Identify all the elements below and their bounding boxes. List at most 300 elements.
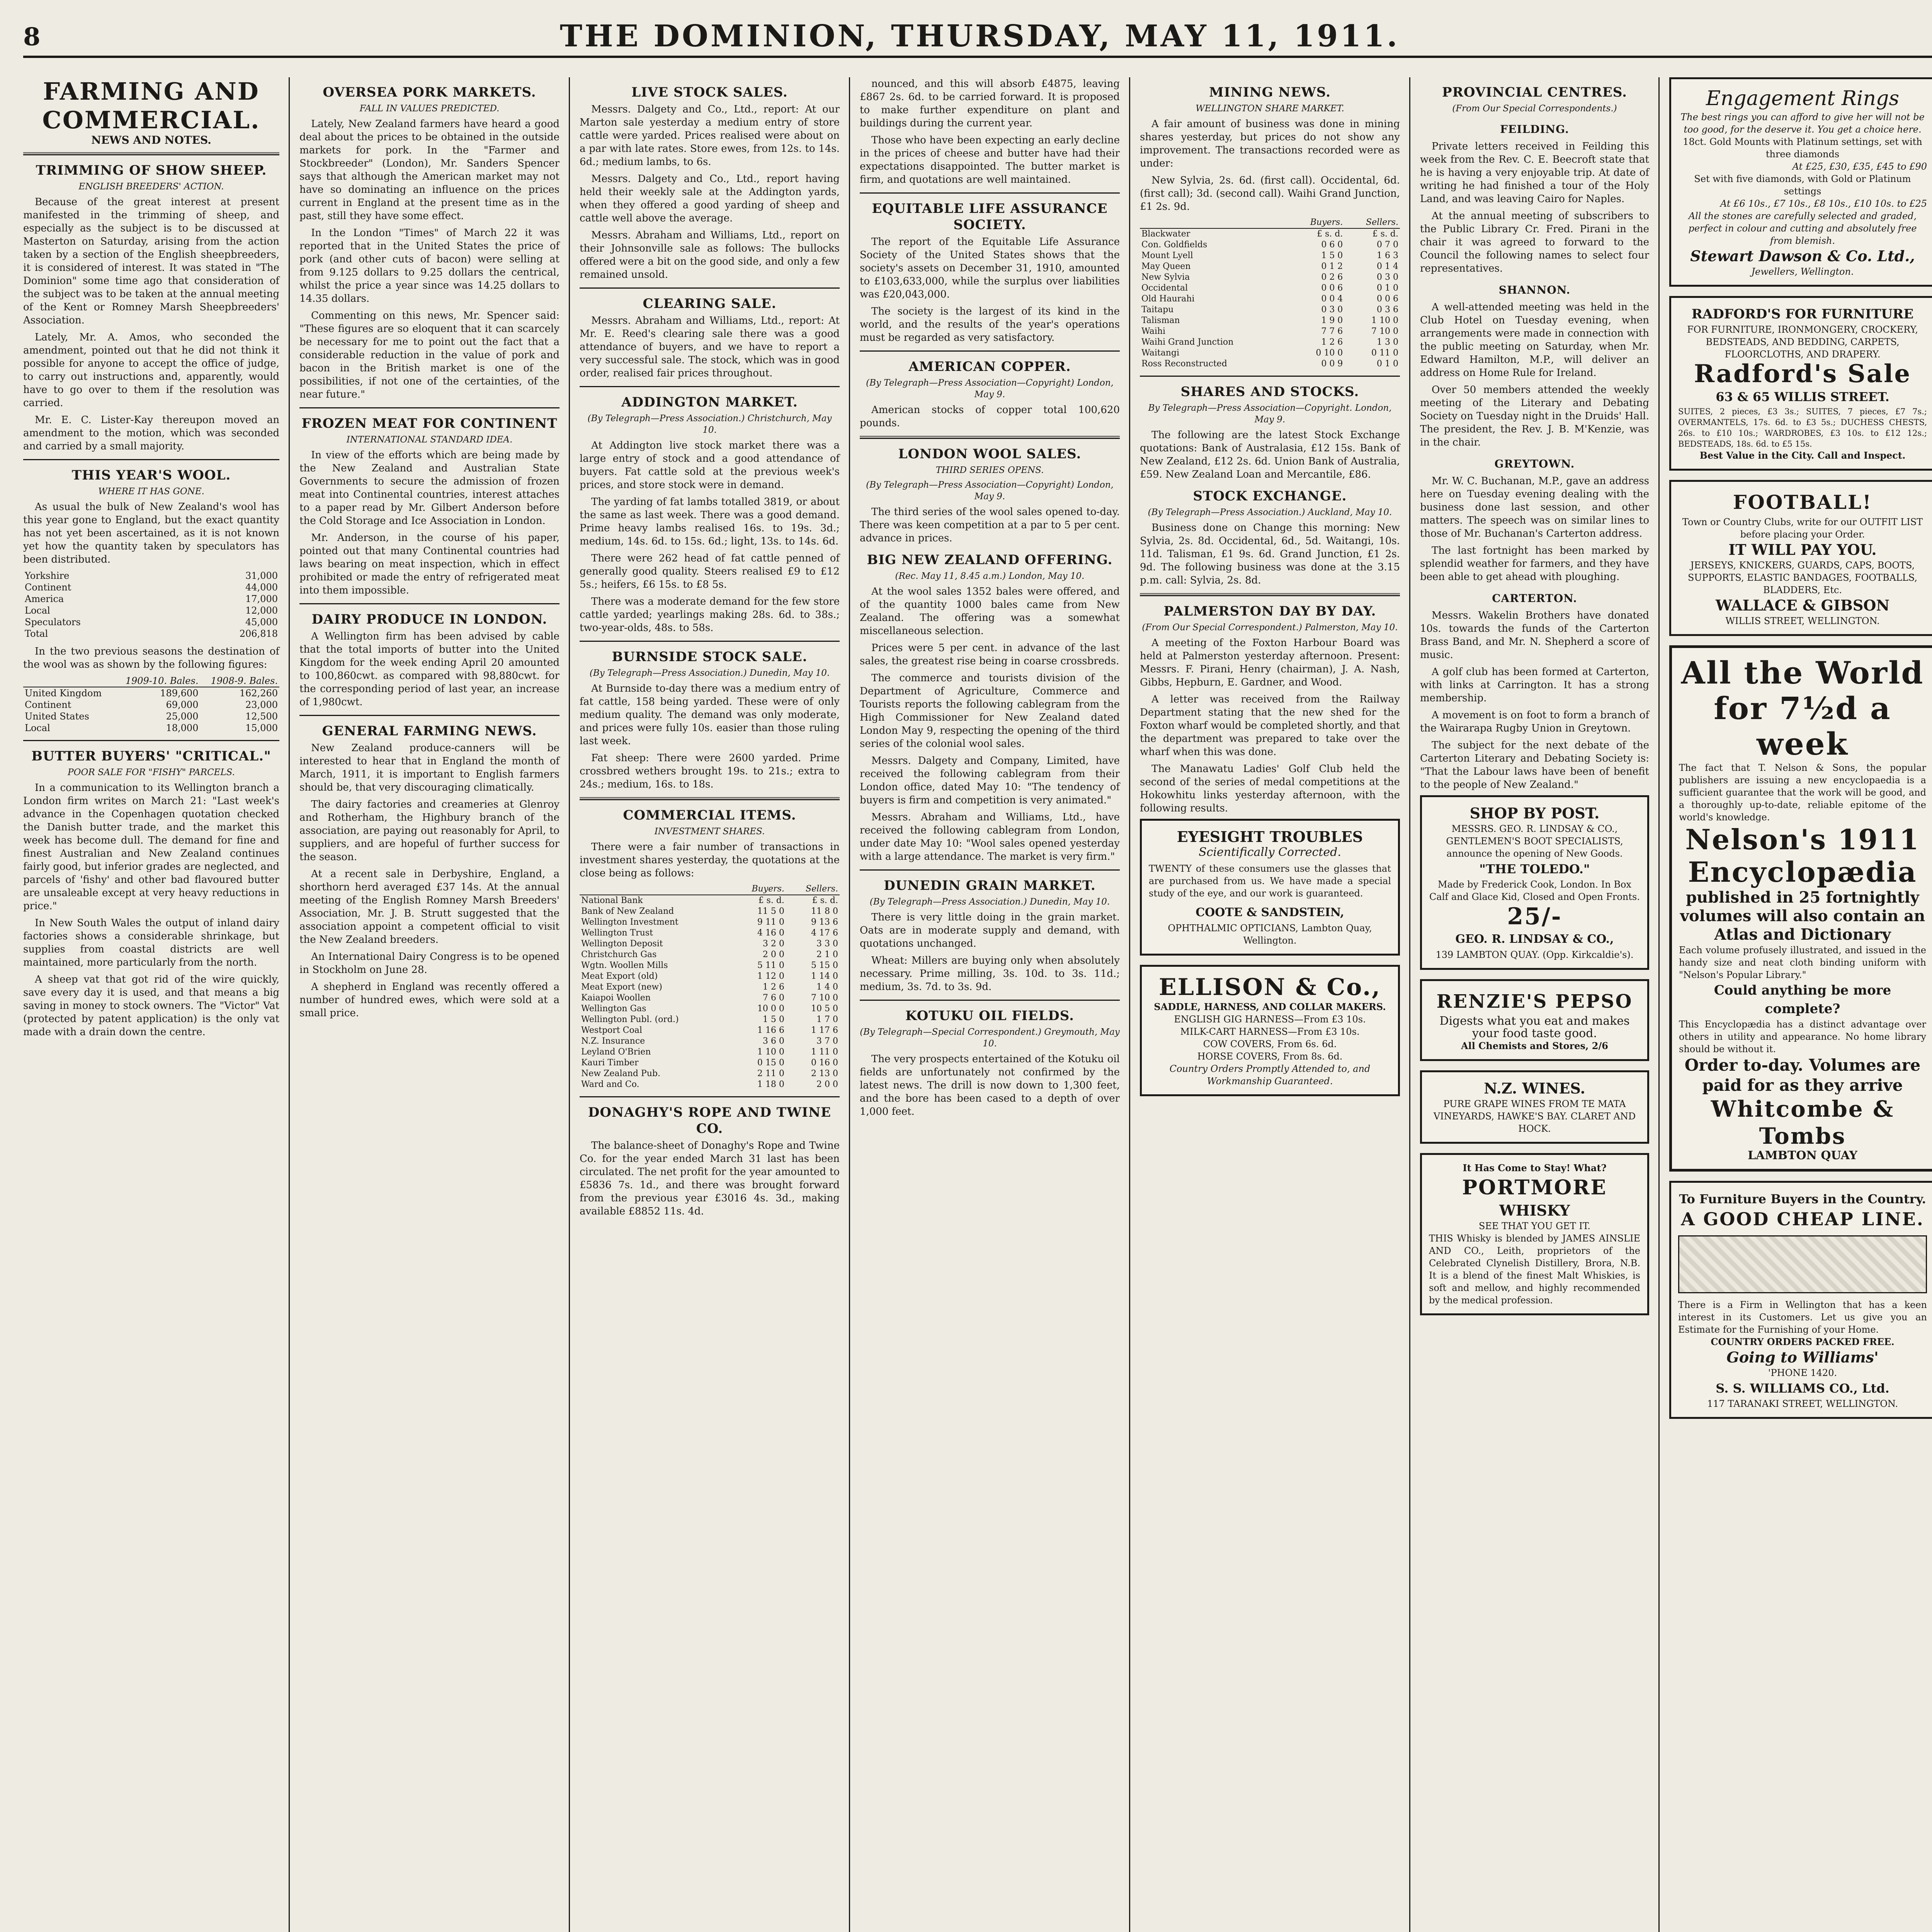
table-header-cell: Sellers. — [786, 884, 840, 895]
table-row — [580, 939, 840, 949]
table-cell: 1 5 0 — [762, 1015, 784, 1024]
article-heading: LONDON WOOL SALES. — [898, 446, 1082, 462]
table-cell: New Zealand Pub. — [581, 1069, 660, 1078]
ad-line: HORSE COVERS, From 8s. 6d. — [1197, 1051, 1343, 1062]
table-header-cell: Buyers. — [1289, 217, 1345, 228]
article-heading: EQUITABLE LIFE ASSURANCE SOCIETY. — [872, 201, 1108, 233]
table-cell: Wellington Deposit — [581, 939, 663, 949]
table-header-row — [1140, 217, 1400, 228]
table-header-cell: 1909-10. Bales. — [114, 675, 200, 687]
article-paragraph: The very prospects entertained of the Kotuku oil fields are unfortunately not confirmed by the latest news. The drill is now down to 1,300 feet, and the bore has been cased to a depth of over 1,000 feet. — [860, 1053, 1120, 1117]
article-heading: DONAGHY'S ROPE AND TWINE CO. — [588, 1105, 832, 1136]
table-row — [1140, 261, 1400, 272]
article-paragraph: A shepherd in England was recently offered a number of hundred ewes, which were sold at a small price. — [299, 981, 560, 1019]
table-cell: 12,500 — [245, 711, 278, 722]
jeweller-advertisement — [1669, 77, 1932, 287]
country-furniture-advertisement — [1669, 1181, 1932, 1419]
table-row — [580, 1047, 840, 1058]
table-cell: Con. Goldfields — [1141, 240, 1208, 250]
table-cell: 31,000 — [245, 570, 278, 581]
ad-address: 139 LAMBTON QUAY. (Opp. Kirkcaldie's). — [1435, 949, 1634, 960]
table-cell: 1 12 0 — [757, 971, 784, 981]
article-heading: GREYTOWN. — [1494, 457, 1575, 470]
table-cell: 69,000 — [166, 699, 199, 710]
table-cell: 0 6 0 — [1321, 240, 1343, 250]
ad-title: FOOTBALL! — [1733, 491, 1872, 514]
masthead — [23, 15, 1932, 58]
ad-note: Best Value in the City. Call and Inspect. — [1699, 450, 1906, 461]
wine-advertisement — [1420, 1070, 1649, 1144]
table-row — [1140, 326, 1400, 337]
article-subheading: (By Telegraph—Press Association.) Christchurch, May 10. — [587, 413, 832, 435]
table-header-cell — [580, 884, 732, 895]
article-paragraph: There was a moderate demand for the few store cattle yarded; yearlings making 28s. 6d. to 38s.; two-year-olds, 48s. to 58s. — [580, 596, 840, 634]
divider — [860, 436, 1120, 439]
table-cell: 1 6 3 — [1377, 251, 1398, 260]
divider — [299, 715, 560, 716]
divider — [1140, 376, 1400, 377]
table-cell: 1 3 0 — [1377, 337, 1398, 347]
article-paragraph: The following are the latest Stock Exchange quotations: Bank of Australasia, £12 15s. Bank of New Zealand, £12 2s. 6d. Union Bank of Australia, £59. New Zealand Loan and Mercantile, £86. — [1140, 429, 1400, 480]
table-cell: Yorkshire — [25, 570, 70, 581]
article-heading: GENERAL FARMING NEWS. — [322, 723, 537, 739]
ad-line: MILK-CART HARNESS—From £3 10s. — [1180, 1026, 1360, 1037]
table-cell: 1 17 6 — [811, 1026, 838, 1035]
table-row — [1140, 283, 1400, 294]
article-paragraph: Over 50 members attended the weekly meeting of the Literary and Debating Society on Tuesday night in the Druids' Hall. The president, the Rev. J. B. M'Kenzie, was in the chair. — [1420, 384, 1649, 448]
table-row — [23, 722, 279, 734]
article-subheading: (From Our Special Correspondent.) Palmerston, May 10. — [1142, 622, 1398, 633]
article-heading: SHARES AND STOCKS. — [1180, 384, 1359, 400]
article-heading: STOCK EXCHANGE. — [1193, 488, 1347, 504]
column-4 — [860, 77, 1130, 1932]
article-paragraph: Messrs. Abraham and Williams, Ltd., report on their Johnsonville sale as follows: The bullocks offered were a bit on the good side, and only a few remained unsold. — [580, 230, 840, 281]
table-row — [580, 982, 840, 993]
article-paragraph: In the two previous seasons the destination of the wool was as shown by the following figures: — [23, 646, 279, 670]
article-heading: COMMERCIAL ITEMS. — [623, 808, 796, 823]
page-number: 8 — [23, 22, 41, 51]
pepso-advertisement — [1420, 979, 1649, 1061]
table-cell: 3 3 0 — [816, 939, 838, 949]
divider — [23, 152, 279, 155]
table-cell: 17,000 — [245, 594, 278, 604]
table-cell: Meat Export (old) — [581, 971, 658, 981]
table-header-cell — [1140, 217, 1289, 228]
ad-note: All Chemists and Stores, 2/6 — [1461, 1040, 1608, 1051]
table-cell: 11 5 0 — [757, 906, 784, 916]
table-row — [1140, 228, 1400, 240]
ad-item: "THE TOLEDO." — [1479, 862, 1590, 876]
article-paragraph: At a recent sale in Derbyshire, England, a shorthorn herd averaged £37 14s. At the annual meeting of the English Romney Marsh Breeders' Association, Mr. J. B. Strutt suggested that the association appoint a competent official to visit the New Zealand breeders. — [299, 868, 560, 946]
table-cell: 25,000 — [166, 711, 199, 722]
ad-body: TWENTY of these consumers use the glasses that are purchased from us. We have made a special study of the eye, and our work is guaranteed. — [1149, 863, 1391, 899]
article-paragraph: There were 262 head of fat cattle penned of generally good quality. Steers realised £9 to £12 5s.; heifers, £6 15s. to £8 5s. — [580, 553, 840, 590]
encyclopaedia-advertisement — [1669, 645, 1932, 1172]
divider — [580, 797, 840, 800]
ad-line: At £25, £30, £35, £45 to £90 — [1792, 161, 1927, 172]
article-paragraph: A movement is on foot to form a branch of the Wairarapa Rugby Union in Greytown. — [1420, 709, 1649, 734]
table-header-cell: 1908-9. Bales. — [200, 675, 279, 687]
ad-title: SHOP BY POST. — [1469, 804, 1600, 822]
table-cell: Wellington Investment — [581, 917, 679, 927]
table-row — [580, 1058, 840, 1068]
table-cell: 2 11 0 — [757, 1069, 784, 1078]
ad-subtitle: The best rings you can afford to give her will not be too good, for the deserve it. You get a choice here. — [1680, 112, 1925, 135]
table-cell: 7 7 6 — [1321, 327, 1343, 336]
ad-body: PURE GRAPE WINES FROM TE MATA VINEYARDS, HAWKE'S BAY. CLARET AND HOCK. — [1433, 1099, 1636, 1134]
table-cell: 45,000 — [245, 617, 278, 628]
article-paragraph: A meeting of the Foxton Harbour Board was held at Palmerston yesterday afternoon. Present: Messrs. F. Pirani, Henry (chairman), J. A. Nash, Gibbs, Hepburn, E. Gardner, and Wood. — [1140, 637, 1400, 688]
table-cell: America — [25, 594, 64, 604]
table-cell: Wellington Trust — [581, 928, 653, 938]
table-cell: 44,000 — [245, 582, 278, 593]
table-cell: United Kingdom — [25, 688, 102, 699]
article-heading: PROVINCIAL CENTRES. — [1442, 85, 1627, 100]
article-paragraph: Prices were 5 per cent. in advance of the last sales, the greatest rise being in coarse crossbreds. — [860, 642, 1120, 667]
article-paragraph: Messrs. Abraham and Williams, Ltd., have received the following cablegram from London, under date May 10: "Wool sales opened yesterday with a large attendance. The market is very firm." — [860, 811, 1120, 862]
article-subheading: (By Telegraph—Press Association—Copyright) London, May 9. — [866, 480, 1114, 502]
table-cell: 2 0 0 — [762, 950, 784, 959]
table-cell: 0 1 4 — [1377, 262, 1398, 271]
table-cell: Talisman — [1141, 316, 1180, 325]
article-paragraph: At Addington live stock market there was a large entry of stock and a good attendance of buyers. Fat cattle sold at the previous week's prices, and store stock were in demand. — [580, 440, 840, 491]
table-cell: Wgtn. Woollen Mills — [581, 961, 668, 970]
table-row — [580, 1036, 840, 1047]
table-row — [580, 1003, 840, 1014]
article-paragraph: Fat sheep: There were 2600 yarded. Prime crossbred wethers brought 19s. to 21s.; extra to 24s.; medium, 16s. to 18s. — [580, 752, 840, 790]
table-row — [580, 1068, 840, 1079]
ad-title: EYESIGHT TROUBLES — [1177, 828, 1363, 845]
investment-shares-table — [580, 884, 840, 1090]
ad-address: 117 TARANAKI STREET, WELLINGTON. — [1707, 1398, 1898, 1409]
ad-product: Nelson's 1911 Encyclopædia — [1685, 823, 1920, 888]
table-cell: Continent — [25, 582, 71, 593]
ad-cta: Order to-day. Volumes are paid for as they arrive — [1684, 1056, 1921, 1095]
article-subheading: INTERNATIONAL STANDARD IDEA. — [346, 435, 513, 445]
ad-kind: WHISKY — [1499, 1202, 1570, 1219]
article-paragraph: New Zealand produce-canners will be interested to hear that in England the month of March, 1911, it is important to English farmers should be, that very discouraging climatically. — [299, 742, 560, 793]
ad-body: Each volume profusely illustrated, and issued in the handy size and neat cloth binding uniform with "Nelson's Popular Library." — [1679, 945, 1926, 980]
table-row — [580, 917, 840, 928]
table-cell: 1 5 0 — [1321, 251, 1343, 260]
article-heading: PALMERSTON DAY BY DAY. — [1163, 604, 1376, 619]
column-6 — [1420, 77, 1660, 1932]
table-cell: 7 6 0 — [762, 993, 784, 1003]
ad-firm: Whitcombe & Tombs — [1711, 1096, 1895, 1149]
divider — [299, 407, 560, 408]
article-paragraph: Wheat: Millers are buying only when absolutely necessary. Prime milling, 3s. 10d. to 3s. 11d.; medium, 3s. 7d. to 3s. 9d. — [860, 955, 1120, 993]
table-cell: 0 1 0 — [1377, 359, 1398, 369]
article-heading: OVERSEA PORK MARKETS. — [323, 85, 536, 100]
ad-line: 18ct. Gold Mounts with Platinum settings, set with three diamonds — [1683, 136, 1922, 160]
article-subheading: By Telegraph—Press Association—Copyright. London, May 9. — [1148, 403, 1392, 425]
ad-body: MESSRS. GEO. R. LINDSAY & CO., GENTLEMEN'S BOOT SPECIALISTS, announce the opening of New Goods. — [1446, 823, 1623, 859]
article-subheading: (By Telegraph—Special Correspondent.) Greymouth, May 10. — [860, 1027, 1120, 1049]
table-cell: 1 2 6 — [1321, 337, 1343, 347]
table-cell: 0 3 6 — [1377, 305, 1398, 315]
table-cell: 0 3 0 — [1321, 305, 1343, 315]
table-cell: Waihi Grand Junction — [1141, 337, 1234, 347]
table-cell: 2 13 0 — [811, 1069, 838, 1078]
ad-line: COW COVERS, From 6s. 6d. — [1203, 1039, 1337, 1049]
wool-destination-table — [23, 570, 279, 639]
article-paragraph: The balance-sheet of Donaghy's Rope and Twine Co. for the year ended March 31 last has been circulated. The net profit for the year amounted to £5836 7s. 1d., and there was brought forward from the previous year £3016 4s. 3d., making available £8852 11s. 4d. — [580, 1140, 840, 1217]
table-row — [23, 605, 279, 616]
article-subheading: INVESTMENT SHARES. — [654, 827, 765, 837]
ad-title: Engagement Rings — [1706, 87, 1900, 110]
table-cell: 0 10 0 — [1316, 348, 1343, 358]
divider — [860, 192, 1120, 194]
divider — [580, 386, 840, 387]
ad-name: Radford's Sale — [1694, 359, 1912, 388]
article-paragraph: There is very little doing in the grain market. Oats are in moderate supply and demand, with quotations unchanged. — [860, 912, 1120, 949]
article-paragraph: A sheep vat that got rid of the wire quickly, save every day it is used, and that means a big saving in money to stock owners. The "Victor" Vat (protected by patent application) is the only vat made with a drain down the centre. — [23, 974, 279, 1038]
article-paragraph: Messrs. Dalgety and Co., Ltd., report having held their weekly sale at the Addington yards, when they offered a good yarding of sheep and cattle well above the average. — [580, 173, 840, 224]
ad-phone: 'PHONE 1420. — [1768, 1367, 1837, 1378]
ad-subtitle: FOR FURNITURE, IRONMONGERY, CROCKERY, BEDSTEADS, AND BEDDING, CARPETS, FLOORCLOTHS, AND DRAPERY. — [1687, 324, 1918, 360]
table-cell: 0 2 6 — [1321, 272, 1343, 282]
column-7 — [1669, 77, 1932, 1932]
table-row — [580, 949, 840, 960]
ad-address: OPHTHALMIC OPTICIANS, Lambton Quay, Wellington. — [1168, 923, 1372, 946]
article-heading: DUNEDIN GRAIN MARKET. — [884, 878, 1096, 893]
article-subheading: WHERE IT HAS GONE. — [98, 486, 204, 497]
table-cell: Mount Lyell — [1141, 251, 1193, 260]
table-row — [1140, 240, 1400, 250]
ad-line: ENGLISH GIG HARNESS—From £3 10s. — [1174, 1014, 1366, 1025]
article-subheading: (By Telegraph—Press Association.) Auckland, May 10. — [1148, 507, 1392, 517]
boot-shop-advertisement — [1420, 795, 1649, 970]
table-cell: 0 0 9 — [1321, 359, 1343, 369]
article-heading: FROZEN MEAT FOR CONTINENT — [301, 416, 558, 431]
ad-body: Digests what you eat and makes your food taste good. — [1439, 1014, 1630, 1040]
article-paragraph: As usual the bulk of New Zealand's wool has this year gone to England, but the exact quantity has not yet been ascertained, as it is not known yet how the quantity taken by speculators has been distributed. — [23, 501, 279, 565]
table-cell: Kaiapoi Woollen — [581, 993, 651, 1003]
table-cell: 10 0 0 — [757, 1004, 784, 1014]
table-cell: 0 0 6 — [1377, 294, 1398, 304]
table-cell: 0 0 4 — [1321, 294, 1343, 304]
table-cell: Wellington Gas — [581, 1004, 646, 1014]
table-row — [1140, 337, 1400, 348]
ad-cta: Going to Williams' — [1726, 1349, 1879, 1366]
ad-title: RADFORD'S FOR FURNITURE — [1691, 306, 1914, 322]
table-cell: 1 10 0 — [1371, 316, 1398, 325]
table-cell: 12,000 — [245, 605, 278, 616]
table-row — [580, 906, 840, 917]
table-cell: 3 2 0 — [762, 939, 784, 949]
article-paragraph: The commerce and tourists division of the Department of Agriculture, Commerce and Tourists reports the following cablegram from the High Commissioner for New Zealand dated London May 9, respecting the opening of the third series of the colonial wool sales. — [860, 672, 1120, 750]
table-cell: 9 13 6 — [811, 917, 838, 927]
section-title: FARMING AND COMMERCIAL. — [42, 77, 260, 134]
ad-title: All the World for 7½d a week — [1681, 655, 1924, 762]
table-cell: 0 15 0 — [757, 1058, 784, 1068]
ad-price: 25/- — [1507, 903, 1562, 930]
table-row — [580, 960, 840, 971]
article-heading: THIS YEAR'S WOOL. — [71, 468, 231, 483]
article-heading: TRIMMING OF SHOW SHEEP. — [36, 163, 267, 178]
table-cell: Wellington Publ. (ord.) — [581, 1015, 679, 1024]
table-cell: Ross Reconstructed — [1141, 359, 1227, 369]
article-paragraph: The dairy factories and creameries at Glenroy and Rotherham, the Highbury branch of the association, are paying out reasonably for April, to suppliers, and are hopeful of further success for the season. — [299, 799, 560, 863]
article-subheading: (From Our Special Correspondents.) — [1452, 104, 1617, 114]
table-row — [580, 1025, 840, 1036]
table-cell: £ s. d. — [1316, 229, 1343, 239]
column-1 — [23, 77, 290, 1932]
article-paragraph: Mr. W. C. Buchanan, M.P., gave an address here on Tuesday evening dealing with the business done last session, and other matters. The speech was on similar lines to those of Mr. Buchanan's Carterton address. — [1420, 475, 1649, 539]
divider — [23, 459, 279, 460]
ad-title: ELLISON & Co., — [1158, 974, 1381, 1001]
article-heading: BIG NEW ZEALAND OFFERING. — [867, 552, 1113, 568]
ad-note: Country Orders Promptly Attended to, and Workmanship Guaranteed. — [1169, 1063, 1371, 1087]
table-cell: Taitapu — [1141, 305, 1174, 315]
table-cell: Meat Export (new) — [581, 982, 662, 992]
table-cell: 3 6 0 — [762, 1036, 784, 1046]
table-cell: 206,818 — [239, 628, 278, 639]
newspaper-title: THE DOMINION, THURSDAY, MAY 11, 1911. — [560, 19, 1400, 54]
article-paragraph: At Burnside to-day there was a medium entry of fat cattle, 158 being yarded. These were of only medium quality. The demand was only moderate, and prices were fully 10s. easier than those ruling last week. — [580, 683, 840, 747]
divider — [1140, 593, 1400, 596]
ad-title: It Has Come to Stay! What? — [1463, 1162, 1607, 1173]
ad-body: This Encyclopædia has a distinct advantage over others in utility and appearance. No home library should be without it. — [1679, 1019, 1926, 1054]
ad-body: SADDLE, HARNESS, AND COLLAR MAKERS. — [1154, 1001, 1386, 1012]
table-row — [23, 593, 279, 605]
mining-shares-table — [1140, 217, 1400, 369]
table-cell: 3 7 0 — [816, 1036, 838, 1046]
ad-firm: GEO. R. LINDSAY & CO., — [1455, 932, 1614, 946]
table-cell: £ s. d. — [1372, 229, 1398, 239]
ad-body: The fact that T. Nelson & Sons, the popular publishers are issuing a new encyclopaedia is a sufficient guarantee that the work will be good, and a thoroughly up-to-date, reliable epitome of the world's knowledge. — [1679, 762, 1926, 823]
table-header-cell: Buyers. — [732, 884, 786, 895]
table-row — [1140, 272, 1400, 283]
table-cell: Westport Coal — [581, 1026, 642, 1035]
ad-body: SUITES, 2 pieces, £3 3s.; SUITES, 7 pieces, £7 7s.; OVERMANTELS, 17s. 6d. to £3 5s.; DUCHESS CHESTS, 26s. to £10 10s.; WARDROBES, £3 10s. to £12 12s.; BEDSTEADS, 18s. 6d. to £5 15s. — [1678, 407, 1927, 449]
table-row — [1140, 315, 1400, 326]
table-cell: 1 9 0 — [1321, 316, 1343, 325]
table-cell: 10 5 0 — [811, 1004, 838, 1014]
table-cell: Leyland O'Brien — [581, 1047, 651, 1057]
table-row — [580, 928, 840, 939]
article-paragraph: In a communication to its Wellington branch a London firm writes on March 21: "Last week's advance in the Copenhagen quotation checked the Danish butter trade, and the market this week has become dull. The demand for fine and finest Australian and New Zealand continues fairly good, but inferior grades are neglected, and parcels of 'fishy' and other bad flavoured butter are unsaleable except at very heavy reductions in price." — [23, 782, 279, 912]
table-cell: Old Haurahi — [1141, 294, 1195, 304]
article-paragraph: The report of the Equitable Life Assurance Society of the United States shows that the society's assets on December 31, 1910, amounted to £103,633,000, while the surplus over liabilities was £20,043,000. — [860, 236, 1120, 300]
table-cell: £ s. d. — [758, 896, 784, 905]
table-row — [1140, 294, 1400, 304]
article-paragraph: A letter was received from the Railway Department stating that the new shed for the Foxton wharf would be completed shortly, and that the department was prepared to take over the wharf when this was done. — [1140, 694, 1400, 758]
table-cell: Total — [25, 628, 48, 639]
table-cell: 1 2 6 — [762, 982, 784, 992]
article-paragraph: Commenting on this news, Mr. Spencer said: "These figures are so eloquent that it can scarcely be necessary for me to point out the fact that a considerable reduction in the value of pork and bacon in the British market is one of the possibilities, if not one of the certainties, of the near future." — [299, 310, 560, 400]
ad-brand: PORTMORE — [1462, 1176, 1607, 1199]
table-cell: 1 11 0 — [811, 1047, 838, 1057]
table-cell: 1 14 0 — [811, 971, 838, 981]
article-subheading: FALL IN VALUES PREDICTED. — [359, 104, 500, 114]
divider — [580, 287, 840, 289]
table-cell: 0 7 0 — [1377, 240, 1398, 250]
article-paragraph: A Wellington firm has been advised by cable that the total imports of butter into the United Kingdom for the week ending April 20 amounted to 100,860cwt. as compared with 98,880cwt. for the corresponding period of last year, an increase of 1,980cwt. — [299, 631, 560, 708]
article-paragraph: A fair amount of business was done in mining shares yesterday, but prices do not show any improvement. The transactions recorded were as under: — [1140, 118, 1400, 169]
table-row — [23, 711, 279, 722]
table-cell: 11 8 0 — [811, 906, 838, 916]
table-cell: 4 17 6 — [811, 928, 838, 938]
divider — [580, 1096, 840, 1097]
article-paragraph: A well-attended meeting was held in the Club Hotel on Tuesday evening, when arrangements were made in connection with the public meeting on Saturday, when Mr. Edward Hamilton, M.P., will deliver an address on Home Rule for Ireland. — [1420, 301, 1649, 379]
table-cell: Blackwater — [1141, 229, 1190, 239]
column-2 — [299, 77, 570, 1932]
table-cell: 1 7 0 — [816, 1015, 838, 1024]
table-cell: 0 1 2 — [1321, 262, 1343, 271]
column-5 — [1140, 77, 1410, 1932]
article-paragraph: In view of the efforts which are being made by the New Zealand and Australian State Governments to secure the admission of frozen meat into Continental countries, interest attaches to a paper read by Mr. Gilbert Anderson before the Cold Storage and Ice Association in London. — [299, 449, 560, 527]
table-row — [1140, 359, 1400, 369]
sideboard-illustration — [1678, 1235, 1927, 1293]
table-row — [23, 570, 279, 582]
article-heading: LIVE STOCK SALES. — [631, 85, 788, 100]
ad-headline: IT WILL PAY YOU. — [1728, 541, 1877, 558]
article-subheading: (By Telegraph—Press Association—Copyright) London, May 9. — [866, 378, 1114, 400]
table-cell: Bank of New Zealand — [581, 906, 674, 916]
article-heading: DAIRY PRODUCE IN LONDON. — [311, 612, 548, 627]
article-paragraph: Lately, New Zealand farmers have heard a good deal about the prices to be obtained in the outside markets for pork. In the "Farmer and Stockbreeder" (London), Mr. Sanders Spencer says that although the American market may not have so dominating an influence on the prices current in England at the present time as in the past, still they have some effect. — [299, 118, 560, 222]
table-cell: 1 16 6 — [757, 1026, 784, 1035]
article-paragraph: The last fortnight has been marked by splendid weather for farmers, and they have been able to get ahead with ploughing. — [1420, 545, 1649, 583]
table-cell: 18,000 — [166, 723, 199, 733]
table-row — [580, 1079, 840, 1090]
ad-body: THIS Whisky is blended by JAMES AINSLIE AND CO., Leith, proprietors of the Celebrated Clynelish Distillery, Brora, N.B. It is a blend of the finest Malt Whiskies, is soft and mellow, and highly recommended by the medical profession. — [1429, 1233, 1640, 1306]
ad-line: Set with five diamonds, with Gold or Platinum settings — [1694, 173, 1911, 197]
table-row — [1140, 250, 1400, 261]
table-cell: New Sylvia — [1141, 272, 1190, 282]
table-row — [23, 628, 279, 639]
table-cell: 7 10 0 — [811, 993, 838, 1003]
ad-address: Jewellers, Wellington. — [1751, 266, 1854, 277]
table-cell: United States — [25, 711, 89, 722]
article-paragraph: New Sylvia, 2s. 6d. (first call). Occidental, 6d. (first call); 3d. (second call). Waihi Grand Junction, £1 2s. 9d. — [1140, 175, 1400, 213]
table-cell: 15,000 — [245, 723, 278, 733]
article-paragraph: The third series of the wool sales opened to-day. There was keen competition at a par to 5 per cent. advance in prices. — [860, 506, 1120, 544]
ad-title: N.Z. WINES. — [1484, 1080, 1585, 1097]
table-cell: 23,000 — [245, 699, 278, 710]
divider — [299, 603, 560, 604]
article-paragraph: Private letters received in Feilding this week from the Rev. C. E. Beecroft state that he is having a very enjoyable trip. At date of writing he had finished a tour of the Holy Land, and was leaving Cairo for Naples. — [1420, 141, 1649, 205]
article-paragraph: Those who have been expecting an early decline in the prices of cheese and butter have had their expectations disappointed. The butter market is firm, and quotations are well maintained. — [860, 134, 1120, 185]
ad-note: COUNTRY ORDERS PACKED FREE. — [1711, 1336, 1895, 1347]
ad-note: All the stones are carefully selected and graded, perfect in colour and cutting and absolutely free from blemish. — [1688, 211, 1917, 246]
furniture-sale-advertisement — [1669, 296, 1932, 471]
table-cell: 0 11 0 — [1371, 348, 1398, 358]
ad-subtitle: Town or Country Clubs, write for our OUTFIT LIST before placing your Order. — [1682, 517, 1923, 540]
article-heading: BURNSIDE STOCK SALE. — [612, 649, 808, 665]
divider — [860, 869, 1120, 871]
table-header-cell — [23, 675, 114, 687]
table-cell: Local — [25, 723, 50, 733]
table-cell: Kauri Timber — [581, 1058, 639, 1068]
divider — [860, 350, 1120, 352]
table-cell: Ward and Co. — [581, 1080, 639, 1089]
article-paragraph: In New South Wales the output of inland dairy factories shows a considerable shrinkage, but supplies from coastal districts are well maintained, more particularly from the north. — [23, 917, 279, 968]
table-cell: Speculators — [25, 617, 81, 628]
ad-question: Could anything be more complete? — [1714, 983, 1891, 1017]
article-paragraph: The society is the largest of its kind in the world, and the results of the year's operations must be regarded as very satisfactory. — [860, 306, 1120, 344]
table-row — [1140, 348, 1400, 359]
table-row — [580, 1014, 840, 1025]
table-cell: 0 1 0 — [1377, 283, 1398, 293]
article-paragraph: Messrs. Dalgety and Company, Limited, have received the following cablegram from their London office, dated May 10: "The tendency of buyers is firm and competition is very animated." — [860, 755, 1120, 806]
table-cell: 7 10 0 — [1371, 327, 1398, 336]
article-heading: MINING NEWS. — [1209, 85, 1331, 100]
table-row — [23, 687, 279, 699]
article-heading: SHANNON. — [1498, 284, 1571, 296]
table-row — [580, 971, 840, 982]
